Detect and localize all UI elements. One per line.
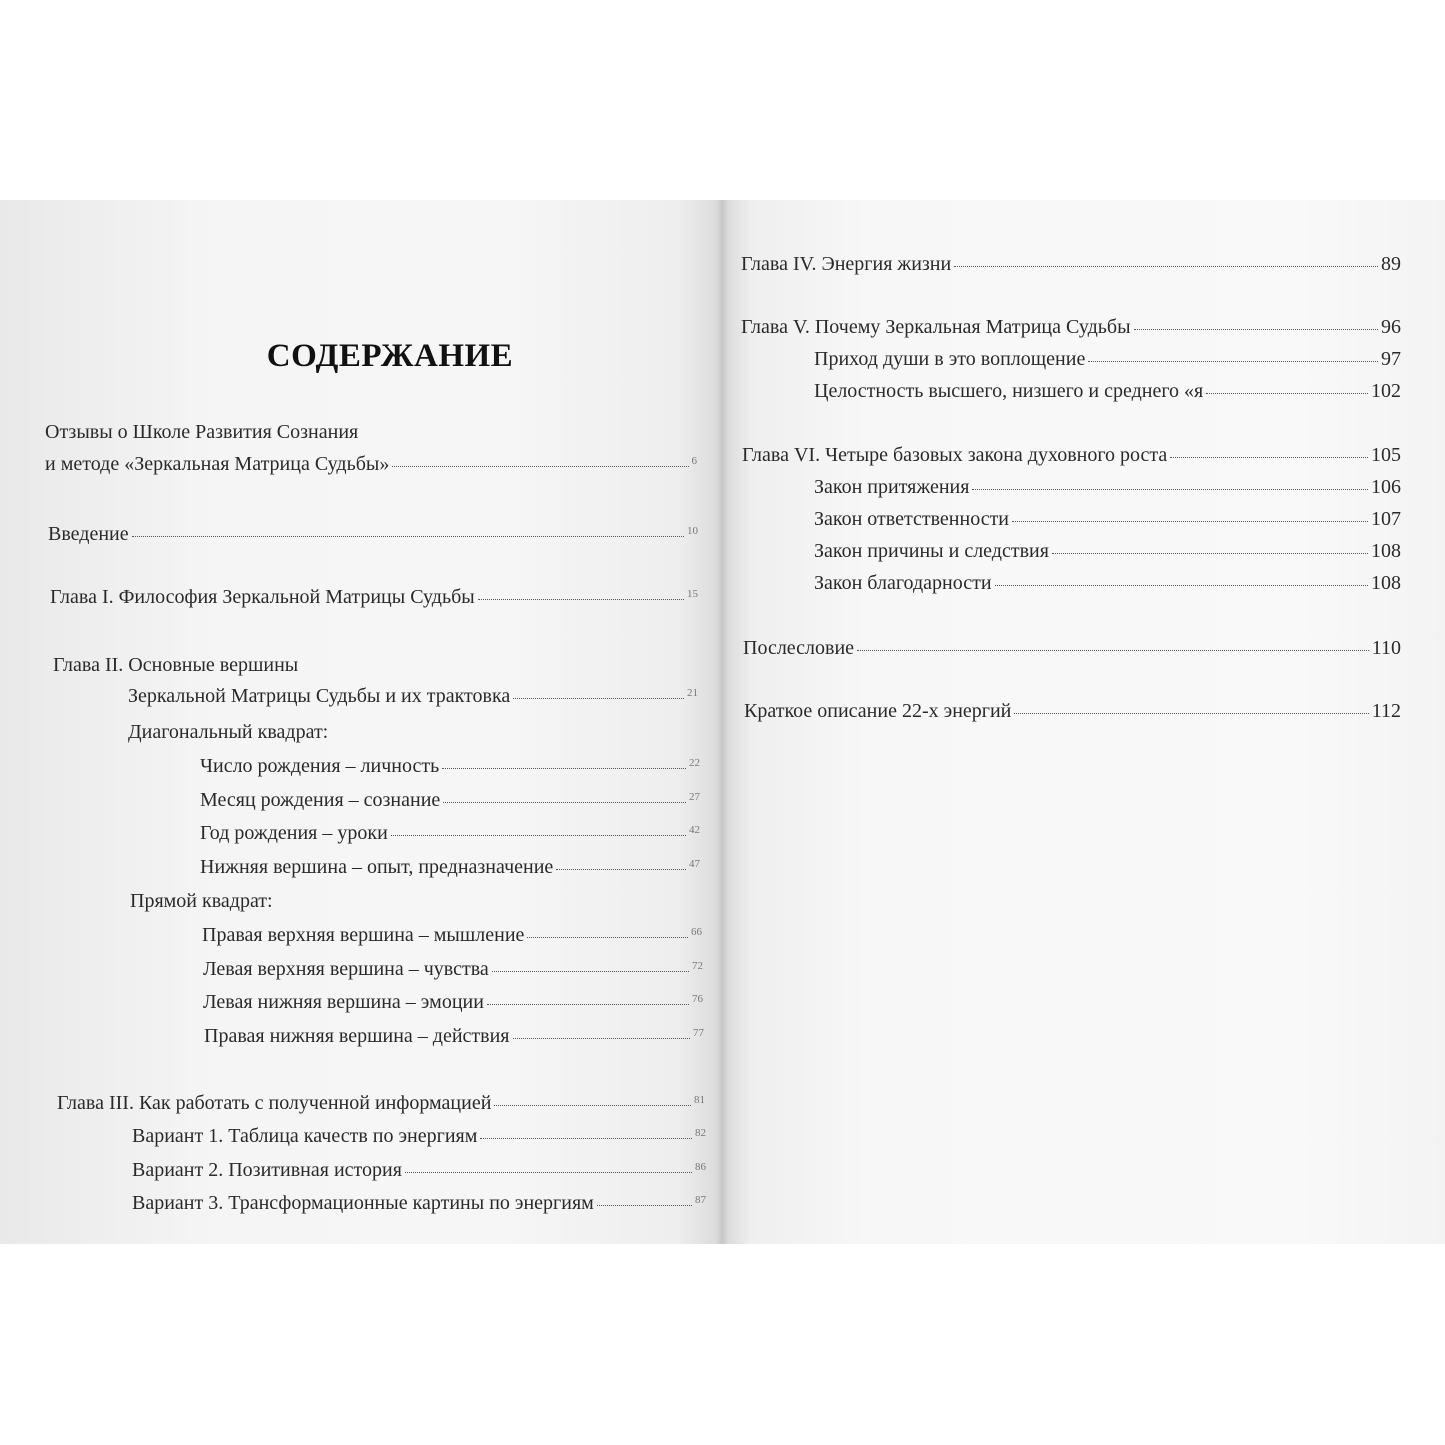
toc-entry-label: Закон благодарности	[814, 572, 992, 594]
dot-leader	[392, 466, 688, 467]
toc-entry	[128, 722, 328, 742]
dot-leader	[1012, 521, 1368, 522]
dot-leader	[442, 768, 686, 769]
toc-entry-label: Закон причины и следствия	[814, 540, 1049, 562]
dot-leader	[1206, 393, 1368, 394]
toc-entry-page: 87	[695, 1194, 706, 1206]
dot-leader	[1170, 457, 1368, 458]
toc-entry-label: Глава III. Как работать с полученной информацией	[57, 1092, 492, 1114]
toc-entry-page: 82	[695, 1127, 706, 1139]
toc-entry-label: Закон ответственности	[814, 508, 1010, 530]
toc-entry-label: Левая нижняя вершина – эмоции	[203, 991, 484, 1013]
dot-leader	[1134, 329, 1378, 330]
toc-entry-page: 6	[691, 455, 697, 467]
toc-entry	[203, 992, 703, 1012]
toc-entry	[741, 254, 1401, 274]
toc-entry	[50, 587, 698, 607]
toc-entry-page: 112	[1371, 700, 1401, 722]
toc-entry-page: 97	[1381, 348, 1401, 370]
toc-entry-page: 22	[689, 757, 700, 769]
toc-entry-page: 107	[1371, 508, 1401, 530]
dot-leader	[1088, 361, 1378, 362]
toc-entry	[204, 1026, 704, 1046]
toc-entry-label: Год рождения – уроки	[200, 822, 388, 844]
toc-entry	[45, 454, 697, 474]
toc-entry	[132, 1160, 706, 1180]
toc-entry-label: Вариант 1. Таблица качеств по энергиям	[132, 1125, 478, 1147]
toc-entry	[202, 925, 702, 945]
dot-leader	[556, 869, 686, 870]
toc-entry-label: Диагональный квадрат:	[128, 721, 329, 743]
book-gutter-shadow	[716, 200, 728, 1244]
toc-entry-label: Вариант 2. Позитивная история	[132, 1159, 402, 1181]
dot-leader	[1052, 553, 1368, 554]
toc-entry-label: Послесловие	[743, 637, 855, 659]
toc-entry	[741, 317, 1401, 337]
toc-entry-page: 110	[1371, 637, 1401, 659]
toc-entry-label: Месяц рождения – сознание	[200, 789, 441, 811]
toc-entry-page: 76	[692, 993, 703, 1005]
toc-entry-label: Зеркальной Матрицы Судьбы и их трактовка	[128, 685, 511, 707]
toc-entry-label: Вариант 3. Трансформационные картины по энергиям	[132, 1192, 594, 1214]
toc-entry	[814, 477, 1401, 497]
toc-entry	[48, 524, 698, 544]
toc-entry	[200, 823, 700, 843]
toc-entry	[128, 686, 698, 706]
toc-entry	[744, 701, 1401, 721]
toc-entry-label: Отзывы о Школе Развития Сознания	[45, 421, 359, 443]
toc-entry-label: Правая нижняя вершина – действия	[204, 1025, 510, 1047]
dot-leader	[527, 937, 688, 938]
toc-entry-label: Целостность высшего, низшего и среднего «я	[814, 380, 1204, 402]
toc-entry-page: 96	[1381, 316, 1401, 338]
left-page	[0, 200, 722, 1244]
toc-entry	[743, 638, 1401, 658]
toc-entry-page: 77	[693, 1027, 704, 1039]
book-spread	[0, 200, 1445, 1244]
toc-entry-label: Глава I. Философия Зеркальной Матрицы Судьбы	[50, 586, 475, 608]
dot-leader	[597, 1205, 692, 1206]
toc-entry-page: 81	[694, 1094, 705, 1106]
page-title: СОДЕРЖАНИЕ	[266, 338, 514, 374]
toc-entry-label: Правая верхняя вершина – мышление	[202, 924, 525, 946]
right-page	[722, 200, 1445, 1244]
toc-entry	[130, 891, 273, 911]
toc-entry-page: 66	[691, 926, 702, 938]
toc-entry	[814, 381, 1401, 401]
toc-entry	[200, 790, 700, 810]
dot-leader	[478, 599, 684, 600]
toc-entry-label: и методе «Зеркальная Матрица Судьбы»	[45, 453, 390, 475]
toc-entry-label: Глава V. Почему Зеркальная Матрица Судьбы	[741, 316, 1131, 338]
toc-entry-page: 47	[689, 858, 700, 870]
toc-entry-label: Нижняя вершина – опыт, предназначение	[200, 856, 554, 878]
toc-entry-page: 21	[687, 687, 698, 699]
toc-entry-label: Введение	[48, 523, 129, 545]
toc-entry-page: 27	[689, 791, 700, 803]
toc-entry-label: Приход души в это воплощение	[814, 348, 1086, 370]
toc-entry	[814, 349, 1401, 369]
toc-entry-page: 72	[692, 960, 703, 972]
dot-leader	[494, 1105, 691, 1106]
toc-entry-page: 102	[1371, 380, 1401, 402]
toc-entry-page: 108	[1371, 572, 1401, 594]
toc-entry	[45, 422, 358, 442]
toc-entry-label: Глава VI. Четыре базовых закона духовного роста	[742, 444, 1168, 466]
toc-entry	[53, 655, 298, 675]
toc-entry	[814, 541, 1401, 561]
toc-entry	[200, 756, 700, 776]
dot-leader	[132, 536, 684, 537]
toc-entry-label: Прямой квадрат:	[130, 890, 273, 912]
dot-leader	[480, 1138, 692, 1139]
toc-entry	[203, 959, 703, 979]
toc-entry-page: 42	[689, 824, 700, 836]
toc-entry-page: 86	[695, 1161, 706, 1173]
toc-entry-label: Краткое описание 22-х энергий	[744, 700, 1012, 722]
dot-leader	[995, 585, 1368, 586]
toc-entry	[132, 1193, 706, 1213]
toc-entry-page: 108	[1371, 540, 1401, 562]
dot-leader	[972, 489, 1368, 490]
toc-entry-page: 89	[1381, 253, 1401, 275]
dot-leader	[513, 1038, 690, 1039]
dot-leader	[391, 835, 686, 836]
toc-entry-page: 106	[1371, 476, 1401, 498]
toc-entry	[200, 857, 700, 877]
toc-entry-page: 105	[1371, 444, 1401, 466]
dot-leader	[487, 1004, 689, 1005]
dot-leader	[954, 266, 1378, 267]
toc-entry	[132, 1126, 706, 1146]
toc-entry-label: Число рождения – личность	[200, 755, 440, 777]
toc-entry	[814, 509, 1401, 529]
toc-entry-page: 10	[687, 525, 698, 537]
dot-leader	[492, 971, 689, 972]
dot-leader	[857, 650, 1369, 651]
dot-leader	[443, 802, 686, 803]
toc-entry-page: 15	[687, 588, 698, 600]
toc-entry	[814, 573, 1401, 593]
dot-leader	[405, 1172, 692, 1173]
toc-entry-label: Закон притяжения	[814, 476, 970, 498]
toc-entry-label: Левая верхняя вершина – чувства	[203, 958, 489, 980]
toc-entry-label: Глава IV. Энергия жизни	[741, 253, 952, 275]
dot-leader	[513, 698, 684, 699]
toc-entry	[742, 445, 1401, 465]
toc-entry	[57, 1093, 705, 1113]
dot-leader	[1014, 713, 1368, 714]
toc-entry-label: Глава II. Основные вершины	[53, 654, 299, 676]
